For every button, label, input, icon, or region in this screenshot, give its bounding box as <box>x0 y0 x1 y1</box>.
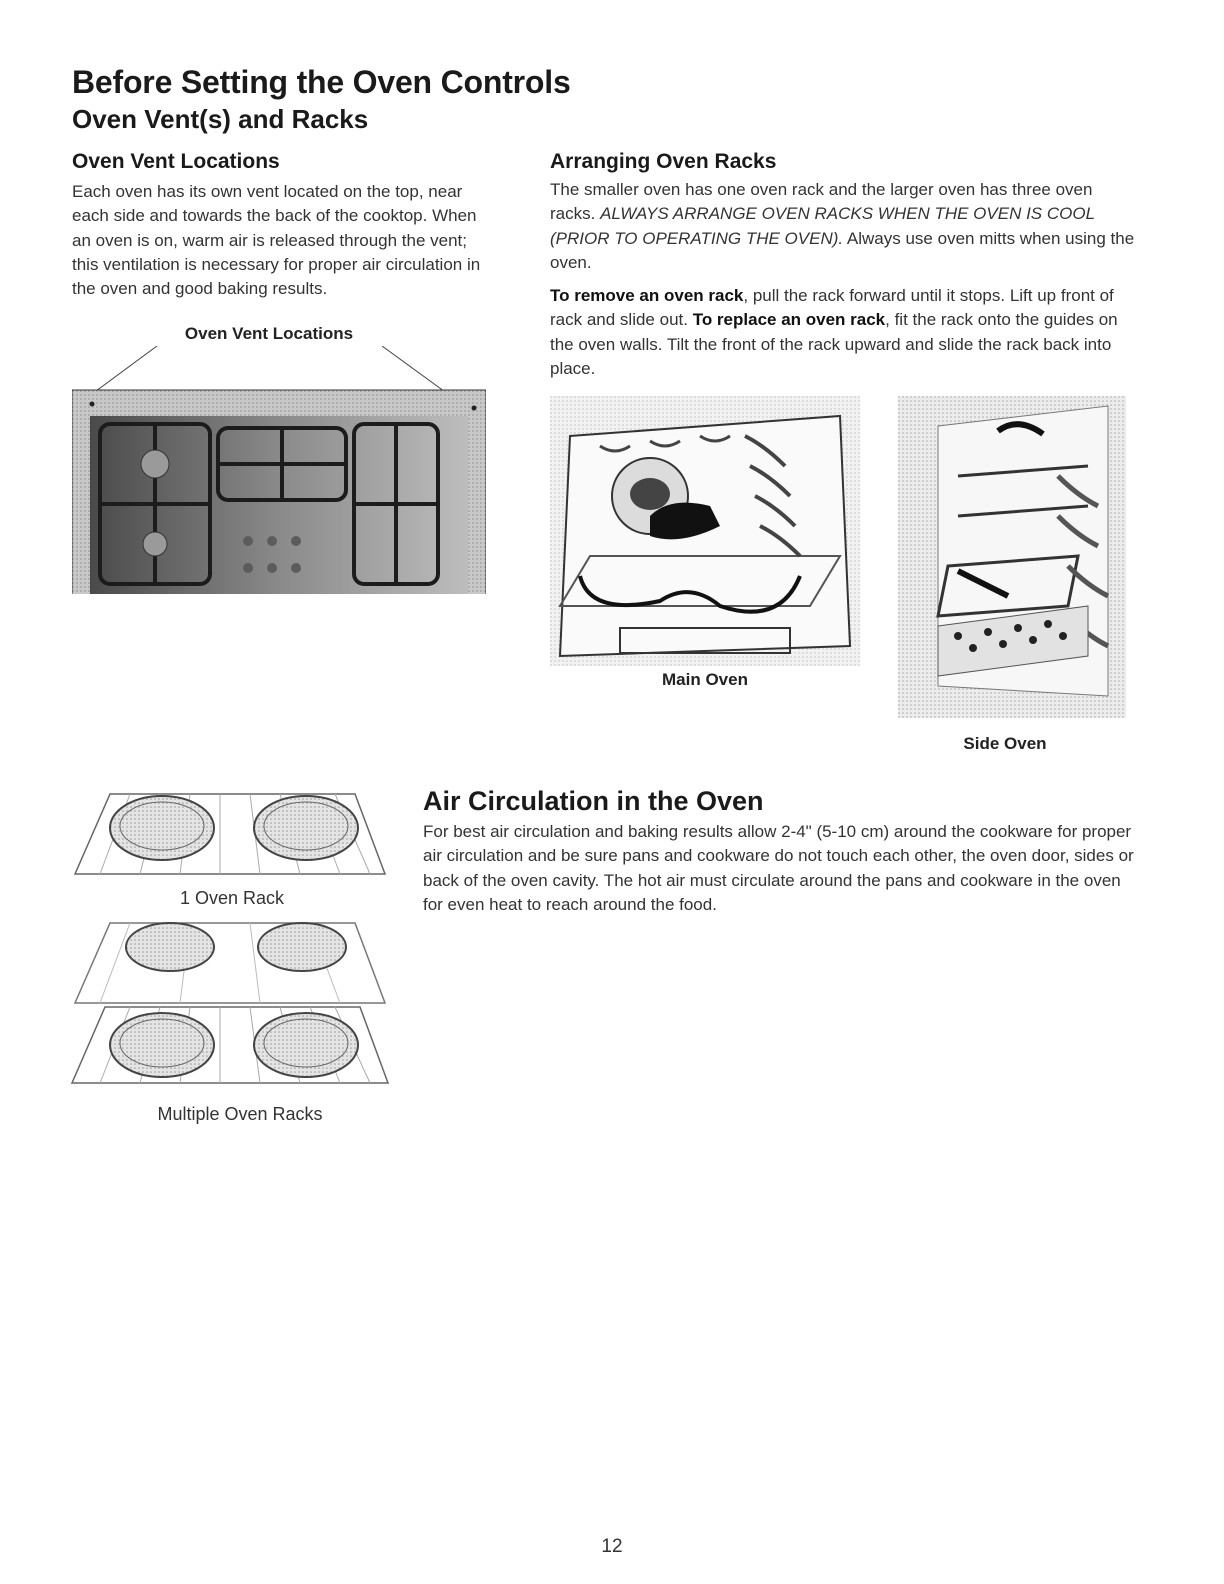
one-rack-caption: 1 Oven Rack <box>179 888 285 908</box>
replace-rack-label: To replace an oven rack <box>692 310 886 330</box>
vent-heading: Oven Vent Locations <box>72 150 280 173</box>
racks-instructions <box>550 284 1120 381</box>
main-oven-illustration <box>550 396 860 666</box>
one-rack-illustration <box>70 786 390 886</box>
replace-rack-text: , fit the rack onto the guides on the oven walls. Tilt the front of the rack upward and slide the rack back into place. <box>550 310 1118 378</box>
vent-figure-label: Oven Vent Locations <box>184 324 354 343</box>
side-oven-illustration <box>898 396 1126 718</box>
main-oven-caption: Main Oven <box>662 670 748 689</box>
remove-rack-label: To remove an oven rack <box>550 286 744 305</box>
multiple-racks-caption: Multiple Oven Racks <box>157 1104 323 1124</box>
side-oven-caption: Side Oven <box>963 734 1047 753</box>
air-circulation-heading: Air Circulation in the Oven <box>423 786 764 816</box>
racks-intro-plain: The smaller oven has one oven rack and the larger oven has three oven racks. <box>550 180 1093 224</box>
racks-heading: Arranging Oven Racks <box>550 150 777 173</box>
multiple-racks-illustration <box>70 915 390 1090</box>
page-number: 12 <box>601 1536 623 1557</box>
page-subtitle: Oven Vent(s) and Racks <box>72 104 369 134</box>
page-title: Before Setting the Oven Controls <box>72 64 571 100</box>
racks-intro-warning: ALWAYS ARRANGE OVEN RACKS WHEN THE OVEN IS COOL (PRIOR TO OPERATING THE OVEN). <box>550 204 1095 248</box>
cooktop-illustration <box>72 346 486 594</box>
racks-intro <box>550 178 1140 275</box>
remove-rack-text: , pull the rack forward until it stops. Lift up front of rack and slide out. <box>550 286 1114 330</box>
cooktop-figure <box>72 324 486 594</box>
air-circulation-body: For best air circulation and baking results allow 2-4" (5-10 cm) around the cookware for proper air circulation and be sure pans and cookware do not touch each other, the oven door, sides or back of the oven cavity. The hot air must circulate around the pans and cookware in the oven for even heat to reach around the food. <box>423 822 1134 914</box>
racks-intro-end: Always use oven mitts when using the oven. <box>550 228 1135 272</box>
vent-body: Each oven has its own vent located on the top, near each side and towards the back of the cooktop. When an oven is on, warm air is released through the vent; this ventilation is necessary for proper air circulation in the oven and good baking results. <box>72 182 481 299</box>
